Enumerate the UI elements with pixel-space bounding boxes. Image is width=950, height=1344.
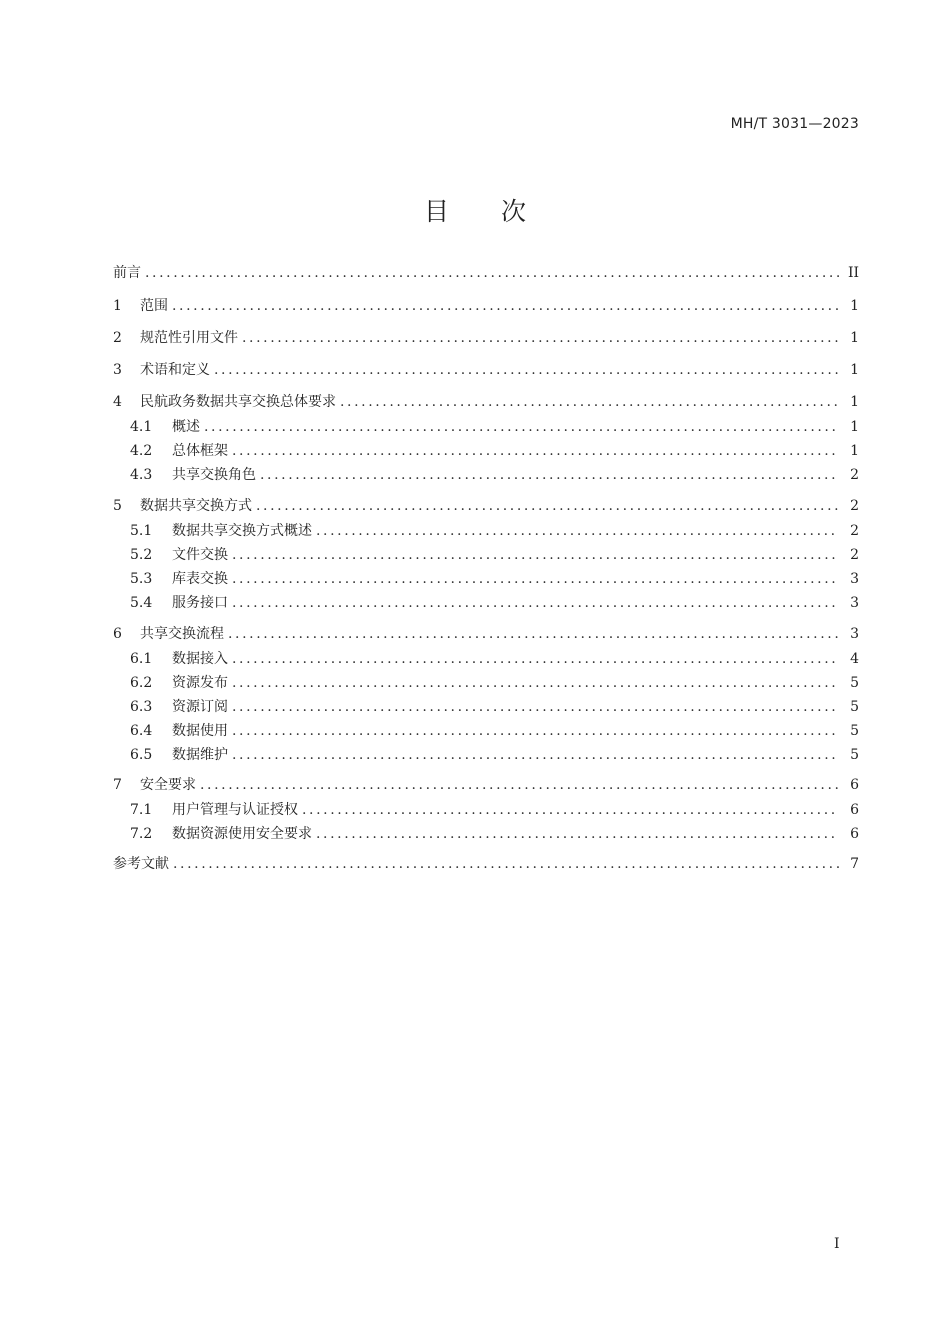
- toc-leader-dots: [228, 624, 839, 644]
- toc-entry-5[interactable]: [113, 496, 859, 516]
- toc-leader-dots: [145, 263, 839, 283]
- toc-number: 7.2: [130, 826, 153, 842]
- toc-page-number: 3: [850, 626, 859, 642]
- toc-entry-5-1[interactable]: [130, 521, 859, 541]
- toc-leader-dots: [173, 854, 839, 874]
- toc-page-number: 5: [850, 675, 859, 691]
- toc-leader-dots: [232, 593, 839, 613]
- toc-leader-dots: [316, 824, 839, 844]
- toc-entry-6-5[interactable]: [130, 745, 859, 765]
- toc-leader-dots: [232, 545, 839, 565]
- toc-leader-dots: [260, 465, 839, 485]
- toc-entry-4-3[interactable]: [130, 465, 859, 485]
- toc-number: 6.3: [130, 699, 153, 715]
- toc-label: 术语和定义: [140, 362, 210, 378]
- toc-label: 安全要求: [140, 777, 196, 793]
- toc-entry-7-1[interactable]: [130, 800, 859, 820]
- toc-entry-4-1[interactable]: [130, 417, 859, 437]
- toc-label: 共享交换角色: [172, 467, 256, 483]
- page-title: 目次: [423, 197, 578, 226]
- toc-number: 7.1: [130, 802, 153, 818]
- toc-page-number: 6: [850, 802, 859, 818]
- toc-page-number: 1: [850, 330, 859, 346]
- toc-number: 5.3: [130, 571, 153, 587]
- toc-entry-7[interactable]: [113, 775, 859, 795]
- toc-page-number: 2: [850, 467, 859, 483]
- toc-page-number: 5: [850, 747, 859, 763]
- toc-entry-6-1[interactable]: [130, 649, 859, 669]
- toc-page-number: II: [847, 265, 859, 281]
- toc-label: 数据资源使用安全要求: [172, 826, 312, 842]
- toc-page-number: 3: [850, 595, 859, 611]
- toc-page-number: 3: [850, 571, 859, 587]
- toc-entry-foreword[interactable]: [113, 263, 859, 283]
- toc-label: 数据共享交换方式: [140, 498, 252, 514]
- toc-label: 数据接入: [172, 651, 228, 667]
- toc-page-number: 5: [850, 723, 859, 739]
- toc-page-number: 2: [850, 523, 859, 539]
- toc-label: 用户管理与认证授权: [172, 802, 298, 818]
- toc-leader-dots: [204, 417, 839, 437]
- toc-page-number: 2: [850, 547, 859, 563]
- toc-leader-dots: [172, 296, 839, 316]
- toc-page-number: 4: [850, 651, 859, 667]
- toc-entry-7-2[interactable]: [130, 824, 859, 844]
- toc-label: 共享交换流程: [140, 626, 224, 642]
- toc-leader-dots: [232, 649, 839, 669]
- toc-number: 5.4: [130, 595, 153, 611]
- toc-entry-bibliography[interactable]: [113, 854, 859, 874]
- toc-label: 数据维护: [172, 747, 228, 763]
- toc-entry-5-3[interactable]: [130, 569, 859, 589]
- toc-entry-3[interactable]: [113, 360, 859, 380]
- toc-number: 4.2: [130, 443, 153, 459]
- toc-leader-dots: [232, 721, 839, 741]
- toc-entry-1[interactable]: [113, 296, 859, 316]
- toc-number: 3: [113, 362, 122, 378]
- toc-leader-dots: [340, 392, 839, 412]
- toc-entry-6[interactable]: [113, 624, 859, 644]
- toc-number: 6.5: [130, 747, 153, 763]
- toc-entry-2[interactable]: [113, 328, 859, 348]
- toc-leader-dots: [302, 800, 839, 820]
- toc-page-number: 1: [850, 362, 859, 378]
- toc-label: 概述: [172, 419, 200, 435]
- toc-page-number: 1: [850, 443, 859, 459]
- toc-number: 2: [113, 330, 122, 346]
- toc-leader-dots: [232, 745, 839, 765]
- toc-number: 6: [113, 626, 122, 642]
- toc-leader-dots: [232, 673, 839, 693]
- toc-leader-dots: [200, 775, 839, 795]
- page-number: I: [834, 1236, 840, 1252]
- toc-number: 6.4: [130, 723, 153, 739]
- toc-label: 总体框架: [172, 443, 228, 459]
- toc-entry-4-2[interactable]: [130, 441, 859, 461]
- toc-number: 7: [113, 777, 122, 793]
- toc-leader-dots: [232, 569, 839, 589]
- toc-label: 库表交换: [172, 571, 228, 587]
- toc-number: 4.3: [130, 467, 153, 483]
- toc-label: 范围: [140, 298, 168, 314]
- toc-entry-6-3[interactable]: [130, 697, 859, 717]
- toc-entry-4[interactable]: [113, 392, 859, 412]
- toc-leader-dots: [316, 521, 839, 541]
- toc-number: 6.1: [130, 651, 153, 667]
- toc-label: 资源订阅: [172, 699, 228, 715]
- toc-label: 参考文献: [113, 856, 169, 872]
- toc-label: 数据共享交换方式概述: [172, 523, 312, 539]
- toc-label: 资源发布: [172, 675, 228, 691]
- toc-page-number: 1: [850, 298, 859, 314]
- toc-leader-dots: [242, 328, 839, 348]
- toc-entry-5-2[interactable]: [130, 545, 859, 565]
- toc-number: 1: [113, 298, 122, 314]
- toc-entry-6-2[interactable]: [130, 673, 859, 693]
- toc-label: 前言: [113, 265, 141, 281]
- toc-number: 5: [113, 498, 122, 514]
- toc-leader-dots: [214, 360, 839, 380]
- toc-entry-6-4[interactable]: [130, 721, 859, 741]
- toc-number: 5.1: [130, 523, 153, 539]
- toc-page-number: 6: [850, 777, 859, 793]
- toc-page-number: 1: [850, 394, 859, 410]
- toc-page-number: 6: [850, 826, 859, 842]
- toc-page-number: 1: [850, 419, 859, 435]
- toc-number: 5.2: [130, 547, 153, 563]
- toc-label: 文件交换: [172, 547, 228, 563]
- toc-leader-dots: [232, 441, 839, 461]
- toc-page-number: 5: [850, 699, 859, 715]
- toc-label: 服务接口: [172, 595, 228, 611]
- document-code: MH/T 3031—2023: [730, 116, 859, 132]
- toc-number: 6.2: [130, 675, 153, 691]
- toc-page-number: 7: [850, 856, 859, 872]
- toc-page-number: 2: [850, 498, 859, 514]
- toc-leader-dots: [256, 496, 839, 516]
- toc-label: 规范性引用文件: [140, 330, 238, 346]
- toc-label: 民航政务数据共享交换总体要求: [140, 394, 336, 410]
- toc-number: 4: [113, 394, 122, 410]
- toc-leader-dots: [232, 697, 839, 717]
- toc-number: 4.1: [130, 419, 153, 435]
- toc-entry-5-4[interactable]: [130, 593, 859, 613]
- toc-label: 数据使用: [172, 723, 228, 739]
